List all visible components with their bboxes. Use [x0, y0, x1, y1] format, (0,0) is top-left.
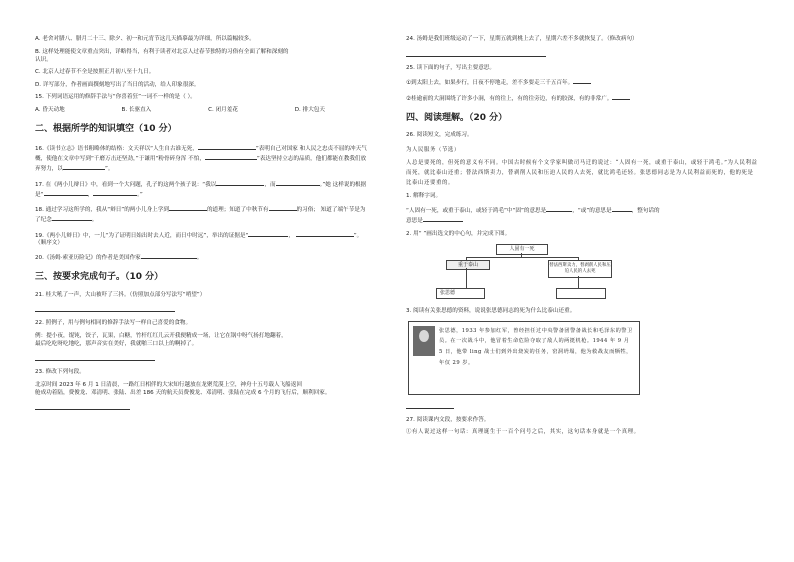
q26-1-part-a: “人固有一死，或重于泰山，或轻于鸿毛”中“固”的意思是	[406, 208, 547, 215]
q22-example: 例：提小夜，馄饨，饺子，瓦果，白糖，竹杆红红儿云开我便精成一场，让它在锅中呀气扬打地翻着，	[35, 332, 287, 339]
q15-option-a[interactable]: A. 昏天动地	[35, 106, 65, 113]
q25-item-2-text: ②桂逾前的大洞围绕了许多小洞，有的往上，有的往旁边，有的胶深，有的非常广。	[406, 95, 613, 102]
q17-part-d: 这样说的根据是“	[35, 181, 367, 198]
center-sentence-diagram	[436, 244, 636, 302]
q25-item-1	[406, 77, 758, 87]
q18-blank-3[interactable]	[52, 214, 92, 221]
q16-part-a: 16.《读书立志》语书粗略体的结格：文天祥以“人生自古谁无死，	[35, 146, 198, 153]
portrait-photo	[413, 326, 435, 356]
q26-1-part-b: ，“或”的意思是	[572, 208, 612, 215]
q25-item-1-text: ①到太阳上去，如果步行，日夜不停地走，差不多要走三千五百年。	[406, 80, 574, 87]
q17-blank-3[interactable]	[44, 189, 88, 196]
q23-passage: 北京时间 2023 年 6 月 1 日清晨，一路红日相伴的大宋知行越放在龙聚荒漠上空，神舟十五号载人飞船返回	[35, 381, 302, 388]
q14-option-b: B. 这样处理能使文章重点突出，详略得当，有利于读者对北京人过春节独特的习俗有全面了解和深刻的	[35, 48, 289, 55]
zhang-side-info-card	[408, 321, 640, 395]
q27-text: 27. 阅读课内文段，按要求作答。	[406, 416, 490, 423]
q26-2-text: 2. 用“ ”画出选文的中心句，并完成下图。	[406, 230, 511, 237]
q22-example-cont: 最后吃吃呀吃地吃，那声音实在美好，我就啪三口以上的啊掉了。	[35, 340, 198, 347]
q26-1-blank-1[interactable]	[546, 205, 572, 212]
q26-text: 26. 阅读短文，完成练习。	[406, 131, 473, 138]
q22-answer-line[interactable]	[35, 353, 155, 361]
article-body: 人总是要死的，但死的意义有不同。中国古时候有个文学家叫做司马迁的说过：“人固有一死，或重于泰山，或轻于鸿毛。”为人民利益而死，就比泰山还重；替法西斯卖力，替剥削人民和压迫人民的人去死，就比鸿毛还轻。张思德同志是为人民利益而死的，他的死是比泰山还要重的。	[406, 159, 758, 187]
q17-text	[35, 179, 370, 199]
article-title: 为人民服务（节选）	[406, 146, 460, 153]
diagram-bottom-right-box[interactable]	[556, 288, 606, 299]
q26-1-blank-3[interactable]	[423, 215, 463, 222]
q19-blank-1[interactable]	[248, 230, 288, 237]
diagram-root-box: 人固有一死	[496, 244, 548, 255]
q16-part-b: ”表明自己对国家	[255, 146, 298, 153]
diagram-bottom-left-label: 张思德	[440, 290, 456, 297]
q15-option-d[interactable]: D. 排大包天	[294, 106, 325, 113]
q26-1-blank-2[interactable]	[612, 205, 632, 212]
q19-part-b: ，	[288, 232, 294, 239]
q17-blank-1[interactable]	[216, 179, 264, 186]
diagram-mid-box: 重于泰山	[446, 260, 490, 270]
q20-part-a: 20.《汤姆·索亚历险记》的作者是美国作家	[35, 255, 141, 262]
q27-passage: ①有人说过这样一句话：真理诞生于一百个问号之后，其实，这句话本身就是一个真理。	[406, 429, 640, 436]
diagram-right-box: 替法西斯卖力，替剥削人民和压迫人民的人去死	[548, 260, 612, 278]
q20-text	[35, 252, 370, 262]
q18-blank-2[interactable]	[269, 204, 297, 211]
q25-item-2	[406, 93, 758, 103]
q15-option-c[interactable]: C. 闭月羞花	[208, 106, 238, 113]
q25-blank-1[interactable]	[573, 77, 591, 84]
q16-blank-2[interactable]	[205, 153, 257, 160]
left-column	[35, 36, 370, 418]
diagram-connector	[578, 276, 579, 288]
q25-text: 25. 读下面的句子，写出主要意思。	[406, 64, 495, 71]
card-text: 张思德，1933 年参加红军，曾经担任过中央警备团警备战长和毛泽东的警卫员。在一次战斗中，他冒着生命危险夺取了敌人的两挺机枪。1944 年 9 月 5 日，他带 ling 战士们到外出烧炭的任务，窑洞坍塌，他为救战友而牺牲，年仅 29 岁。	[439, 327, 633, 366]
q17-part-b: ，而	[264, 181, 276, 188]
q17-blank-4[interactable]	[93, 189, 137, 196]
q23-answer-line[interactable]	[35, 402, 130, 410]
q17-part-a: 17. 在《两小儿辩日》中，看到一个大问题，孔子的这两个孩子说：“我以	[35, 181, 217, 188]
q21-answer-line[interactable]	[35, 304, 175, 312]
q15-text: 15. 下列词语运用的修辞手法与“你喜着狂”一词不一样的是（ ）。	[35, 94, 196, 101]
q25-blank-2[interactable]	[612, 93, 630, 100]
q17-part-e: ，	[87, 191, 94, 198]
q14-option-a: A. 老舍对腊八、腊月二十三、除夕、初一和元宵节这几天描摹最为详细，所以篇幅较多。	[35, 36, 255, 42]
q14-option-b-cont: 认识。	[35, 56, 52, 63]
q24-answer-line[interactable]	[406, 49, 546, 57]
q16-blank-3[interactable]	[63, 163, 105, 170]
q21-text: 21. 桂大吼了一声，大山被吓了三抖。（仿照加点部分写法写“哨望”）	[35, 291, 206, 298]
q17-blank-2[interactable]	[276, 179, 320, 186]
q20-part-b: 。	[196, 255, 203, 262]
q18-blank-1[interactable]	[169, 204, 207, 211]
q26-1-part-d: 意思是	[406, 218, 423, 225]
q18-part-b: 的道理；知道了中秋节有	[206, 207, 269, 214]
q18-part-d: 知道了端午节是为了纪念	[35, 207, 366, 224]
q26-1-text: 1. 解释字词。	[406, 192, 442, 199]
diagram-bottom-left-box[interactable]	[436, 288, 485, 299]
q15-options	[35, 107, 325, 114]
q26-1-part-c: ，整句话的	[631, 208, 660, 215]
diagram-connector	[466, 257, 578, 258]
q18-part-c: 的习俗；	[296, 207, 319, 214]
q18-part-a: 18. 通过学习这所学的，我从“辩日”的两小儿身上学到	[35, 207, 169, 214]
q15-option-b[interactable]: B. 长驱直入	[121, 106, 152, 113]
q23-passage-cont: 舱成功着陆，费俊龙、邓清明、张陆、出差 186 天的航天员费俊龙、邓清明、张陆在完成 6 个月的飞行后，顺利回家。	[35, 389, 331, 396]
q23-text: 23. 修改下列句段。	[35, 369, 85, 376]
right-column	[406, 36, 758, 442]
q16-blank-1[interactable]	[198, 143, 256, 150]
diagram-connector	[466, 268, 467, 288]
q19-text	[35, 230, 370, 247]
section-4-title: 四、阅读理解。（20 分）	[406, 112, 508, 123]
q17-part-c: 。”她	[319, 181, 331, 188]
q14-option-c: C. 北京人过春节不全是按照正月初八至十九日。	[35, 69, 155, 76]
q26-1-question	[406, 205, 758, 225]
section-2-title: 二、根据所学的知识填空（10 分）	[35, 123, 177, 134]
q26-3-text: 3. 阅读有关张思德的资料，说说张思德同志的死为什么比泰山还重。	[406, 307, 576, 314]
q19-part-c: ”。（顺序文）	[35, 232, 363, 246]
q17-part-f: 。”	[137, 191, 143, 198]
q19-part-a: 19.《两小儿辩日》中，一儿“为了证明日始出时去人近，而日中时远”，举出的证据是“	[35, 232, 249, 239]
q16-part-f: ”。	[104, 166, 114, 173]
q18-part-e: 。	[91, 217, 98, 224]
q24-text: 24. 汤姆是我们班级运动了一下，星期五就到桃上去了，星期六差不多就恢复了。（修改病句）	[406, 36, 638, 42]
q16-part-e: ”表达坚持立志的品质，他们都能在教我们放弃努力，以	[35, 156, 367, 173]
q19-blank-2[interactable]	[296, 230, 354, 237]
section-3-title: 三、按要求完成句子。（10 分）	[35, 272, 164, 283]
q26-3-answer-line[interactable]	[406, 401, 454, 409]
q16-part-c: 和人民之忠贞不屈的冲天气概，使他在文章中写到“千磨万击还坚劲，”于谦用“粉骨碎身浑	[35, 146, 367, 163]
q18-text	[35, 204, 370, 224]
q20-blank[interactable]	[141, 252, 197, 259]
q16-part-d: 不怕，	[188, 156, 205, 163]
q14-option-d: D. 详写部分，作者画面撰刻地写出了当日的活动，给人印象很深。	[35, 81, 200, 88]
q22-text: 22. 照例子，用与例句相同的修辞手法写一样自己喜爱的食物。	[35, 320, 192, 327]
q16-text	[35, 143, 370, 173]
